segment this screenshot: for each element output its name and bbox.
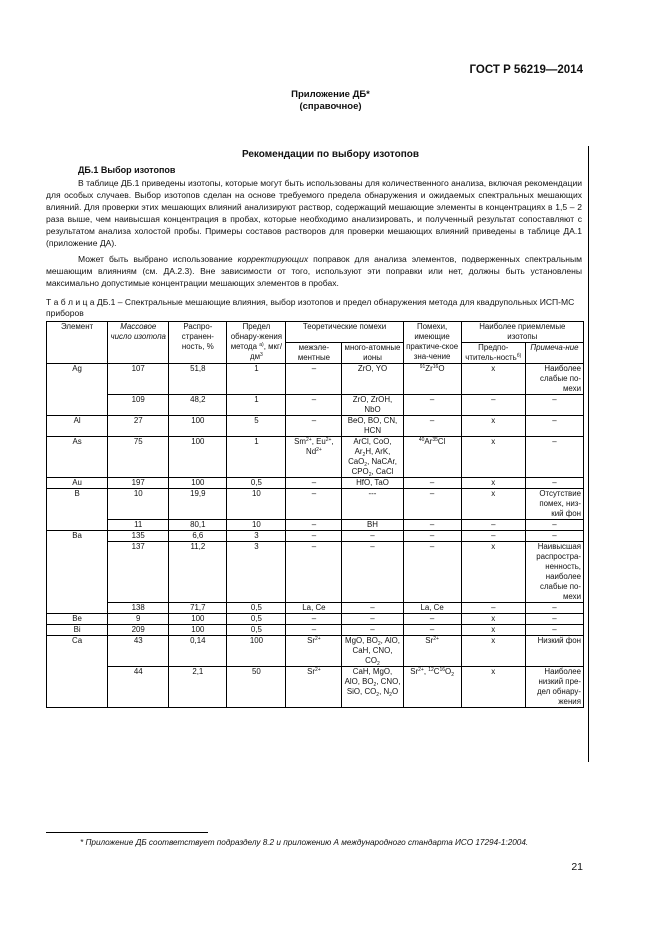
cell-detection-limit: 10 [227,489,286,520]
detection-limit-footnote-mark: а) [259,342,264,348]
cell-note: – [525,395,583,416]
cell-polyatomic: ZrO, YO [342,364,403,395]
cell-abundance: 100 [169,614,227,625]
table-caption: Т а б л и ц а ДБ.1 – Спектральные мешающие влияния, выбор изотопов и предел обнаружения метода для квадрупольных ИСП-МС приборов [46,297,575,318]
cell-detection-limit: 0,5 [227,478,286,489]
cell-mass-number: 138 [108,603,169,614]
cell-practical: La, Ce [403,603,461,614]
cell-interelement: – [286,478,342,489]
cell-abundance: 100 [169,478,227,489]
cell-element: Ag [47,364,108,416]
cell-practical: – [403,531,461,542]
table-row [47,625,584,636]
cell-practical: $^{40}$Ar$^{35}$Cl [403,437,461,478]
preferability-footnote-mark: б) [516,353,522,359]
cell-preferability: x [461,489,525,520]
cell-note: Отсутствие помех, низ-кий фон [525,489,583,520]
cell-polyatomic: MgO, $BO_2$, AlO, CaH, CNO, $CO_2$ [342,636,403,667]
cell-note: – [525,437,583,478]
cell-abundance: 48,2 [169,395,227,416]
section-title: Рекомендации по выбору изотопов [241,149,420,160]
cell-element: Au [47,478,108,489]
margin-change-bar [588,146,589,762]
cell-polyatomic: ArCl, CoO, $Ar_2H$, ArK, CaO$_2$, NaCAr, $CPO_2$, CaCl [342,437,403,478]
annex-subtitle: (справочное) [299,101,362,112]
cell-interelement: – [286,395,342,416]
cell-practical: – [403,614,461,625]
cell-practical: $Sr^{2+}$, $^{12}C^{16}O_2$ [403,667,461,708]
cell-abundance: 80,1 [169,520,227,531]
header-abundance: Распро-странен-ность, % [169,322,227,364]
cell-note: – [525,614,583,625]
cell-preferability: – [461,395,525,416]
cell-practical: $Sr^{2+}$ [403,636,461,667]
cell-abundance: 100 [169,416,227,437]
detection-limit-units-power: 3 [260,352,263,358]
table-row [47,416,584,437]
cell-polyatomic: – [342,542,403,603]
cell-abundance: 100 [169,437,227,478]
cell-polyatomic: --- [342,489,403,520]
cell-abundance: 11,2 [169,542,227,603]
cell-polyatomic: – [342,625,403,636]
cell-note: – [525,416,583,437]
cell-preferability: x [461,437,525,478]
table-header-row [47,322,584,343]
cell-element: Ca [47,636,108,708]
cell-mass-number: 107 [108,364,169,395]
header-preferred-isotopes: Наиболее приемлемые изотопы [461,322,583,343]
cell-detection-limit: 100 [227,636,286,667]
cell-detection-limit: 10 [227,520,286,531]
footnote: * Приложение ДБ соответствует подразделу 8.2 и приложению А международного стандарта ИСО 17294-1:2004. [80,838,529,847]
annex-title: Приложение ДБ* [291,89,370,100]
cell-detection-limit: 0,5 [227,625,286,636]
cell-polyatomic: HfO, TaO [342,478,403,489]
cell-preferability: x [461,636,525,667]
cell-preferability: x [461,416,525,437]
cell-preferability: x [461,667,525,708]
preferability-label: Предпо-чтитель-ность [465,343,517,362]
cell-practical: – [403,542,461,603]
paragraph-2-text-start: Может быть выбрано использование [78,254,238,264]
cell-polyatomic: – [342,614,403,625]
cell-note: Наиболее низкий пре-дел обнару-жения [525,667,583,708]
cell-note: Наиболее слабые по-мехи [525,364,583,395]
standard-number: ГОСТ Р 56219—2014 [469,64,583,76]
cell-practical: – [403,395,461,416]
header-element: Элемент [47,322,108,364]
header-detection-limit: Предел обнару-жения метода $^{а)}$, мкг/$дм^3$ [227,322,286,364]
subsection-title: ДБ.1 Выбор изотопов [78,165,176,175]
cell-mass-number: 44 [108,667,169,708]
detection-limit-units: мкг/дм [249,342,283,361]
header-practical-interferences: Помехи, имеющие практиче-ское зна-чение [403,322,461,364]
cell-interelement: – [286,531,342,542]
cell-abundance: 100 [169,625,227,636]
annex-heading [0,89,661,113]
header-mass-number: Массовое число изотопа [108,322,169,364]
cell-abundance: 0,14 [169,636,227,667]
cell-mass-number: 209 [108,625,169,636]
cell-practical: $^{91}$Zr$^{16}$O [403,364,461,395]
cell-mass-number: 43 [108,636,169,667]
cell-note: – [525,520,583,531]
cell-mass-number: 75 [108,437,169,478]
cell-abundance: 51,8 [169,364,227,395]
table-row [47,603,584,614]
paragraph-1: В таблице ДБ.1 приведены изотопы, которые могут быть использованы для количественного анализа, включая рекомендации для особых случаев. Выбор изотопов сделан на основе требуемого предела обнаружения и ожидаемых спектральных мешающих влияний. Для проверки этих мешающих влияний анализируют раствор, содержащий мешающие элементы в концентрациях в 1,5 – 2 раза выше, чем наивысшая концентрация в пробах, которые необходимо анализировать, и полученный результат сопоставляют с результатом анализа холостой пробы. Примеры составов растворов для проверки мешающих влияний приведены в таблице ДА.1 (приложение ДА). [46,178,582,248]
cell-mass-number: 9 [108,614,169,625]
cell-practical: – [403,625,461,636]
header-preferability [461,343,525,364]
cell-interelement: $Sm^{2+}$, $Eu^{2+}$, $Nd^{2+}$ [286,437,342,478]
cell-practical: – [403,520,461,531]
cell-mass-number: 135 [108,531,169,542]
paragraph-2-italic-term: корректирующих [237,254,309,264]
cell-interelement: – [286,542,342,603]
cell-polyatomic: BeO, BO, CN, HCN [342,416,403,437]
cell-detection-limit: 0,5 [227,603,286,614]
cell-element: Be [47,614,108,625]
cell-element: Al [47,416,108,437]
cell-element: Bi [47,625,108,636]
cell-preferability: – [461,520,525,531]
cell-detection-limit: 5 [227,416,286,437]
cell-interelement: – [286,489,342,520]
isotope-table [46,321,584,708]
cell-preferability: x [461,364,525,395]
cell-abundance: 2,1 [169,667,227,708]
cell-detection-limit: 3 [227,542,286,603]
cell-practical: – [403,416,461,437]
cell-element: B [47,489,108,531]
cell-interelement: – [286,364,342,395]
cell-polyatomic: BH [342,520,403,531]
table-row [47,489,584,520]
cell-interelement: $Sr^{2+}$ [286,667,342,708]
cell-note: – [525,625,583,636]
cell-note: Низкий фон [525,636,583,667]
cell-preferability: x [461,614,525,625]
cell-interelement: La, Ce [286,603,342,614]
table-row [47,667,584,708]
cell-detection-limit: 0,5 [227,614,286,625]
cell-interelement: $Sr^{2+}$ [286,636,342,667]
cell-interelement: – [286,625,342,636]
paragraph-2-text-end: поправок для анализа элементов, подверженных спектральным мешающим влияниям (см. ДА.2.3). Вне зависимости от того, используют эти поправки или нет, должны быть установлены максимально допустимые концентрации мешающих элементов в пробах. [46,254,583,288]
cell-abundance: 19,9 [169,489,227,520]
cell-interelement: – [286,520,342,531]
cell-mass-number: 197 [108,478,169,489]
cell-practical: – [403,489,461,520]
cell-practical: – [403,478,461,489]
header-interelement: межэле-ментные [286,343,342,364]
table-row [47,636,584,667]
cell-interelement: – [286,416,342,437]
cell-detection-limit: 50 [227,667,286,708]
header-theoretical-interferences: Теоретические помехи [286,322,403,343]
cell-preferability: – [461,531,525,542]
cell-preferability: – [461,603,525,614]
cell-mass-number: 27 [108,416,169,437]
table-row [47,531,584,542]
cell-preferability: x [461,478,525,489]
cell-note: – [525,531,583,542]
cell-detection-limit: 3 [227,531,286,542]
cell-polyatomic: ZrO, ZrOH, NbO [342,395,403,416]
table-body [47,364,584,708]
cell-interelement: – [286,614,342,625]
table-row [47,520,584,531]
cell-preferability: x [461,542,525,603]
header-polyatomic: много-атомные ионы [342,343,403,364]
table-row [47,364,584,395]
table-row [47,614,584,625]
cell-mass-number: 10 [108,489,169,520]
cell-element: As [47,437,108,478]
cell-element: Ba [47,531,108,614]
cell-preferability: x [461,625,525,636]
cell-note: Наивысшая распростра-ненность, наиболее слабые по-мехи [525,542,583,603]
cell-detection-limit: 1 [227,364,286,395]
cell-note: – [525,603,583,614]
cell-mass-number: 137 [108,542,169,603]
table-row [47,542,584,603]
cell-abundance: 71,7 [169,603,227,614]
cell-note: – [525,478,583,489]
cell-detection-limit: 1 [227,395,286,416]
cell-abundance: 6,6 [169,531,227,542]
table-row [47,395,584,416]
footnote-rule [46,832,208,833]
page-number: 21 [571,861,583,873]
detection-limit-label: Предел обнару-жения метода [230,322,283,351]
cell-polyatomic: – [342,531,403,542]
paragraph-2 [46,253,582,289]
header-note: Примеча-ние [525,343,583,364]
cell-polyatomic: CaH, MgO, AlO, $BO_2$, CNO, SiO, $CO_2$, $N_2O$ [342,667,403,708]
table-row [47,478,584,489]
table-row [47,437,584,478]
cell-polyatomic: – [342,603,403,614]
cell-mass-number: 11 [108,520,169,531]
cell-mass-number: 109 [108,395,169,416]
cell-detection-limit: 1 [227,437,286,478]
